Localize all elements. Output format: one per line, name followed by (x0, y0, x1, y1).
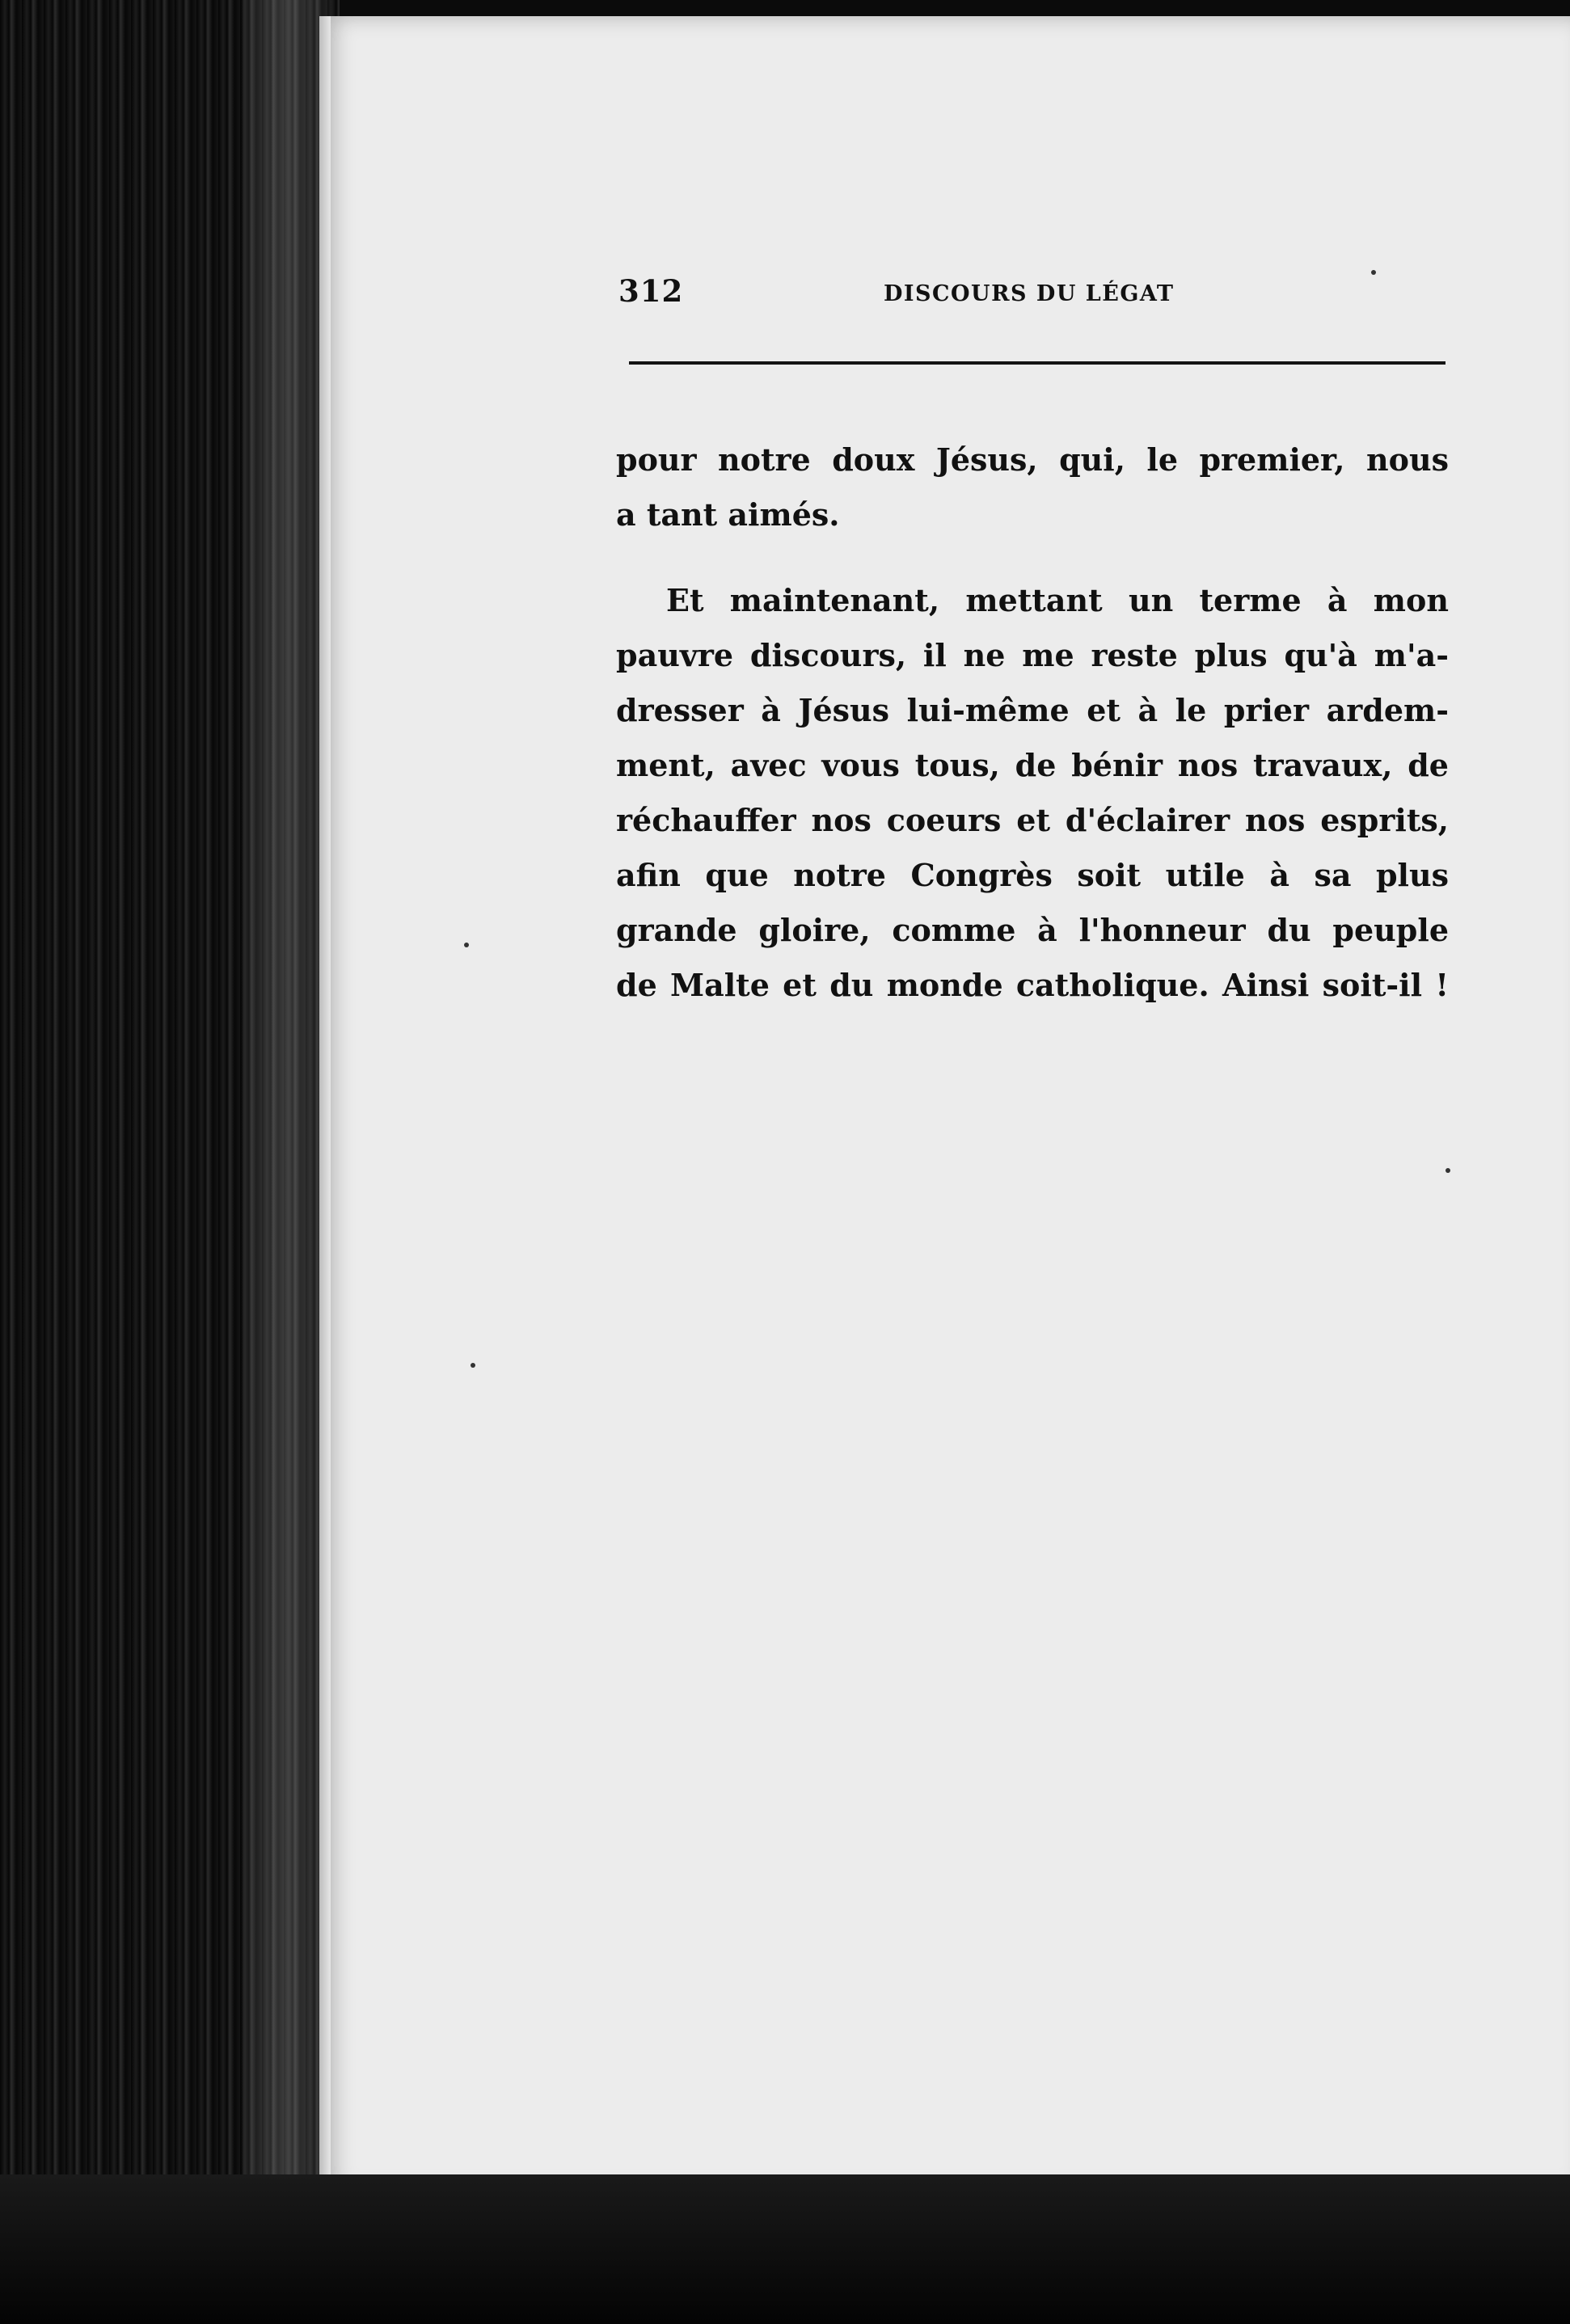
text-line: Et maintenant, mettant un terme à mon (666, 582, 1449, 618)
scan-speck (1371, 270, 1376, 275)
book-spine-highlight (243, 0, 331, 2324)
page-header (618, 273, 1451, 322)
text-line: grande gloire, comme à l'honneur du peuple (616, 912, 1449, 948)
text-line: pauvre discours, il ne me reste plus qu'à m'a- (616, 637, 1449, 673)
scan-speck (471, 1363, 475, 1368)
scan-speck (464, 943, 469, 947)
text-line: ment, avec vous tous, de bénir nos travaux, de (616, 747, 1449, 783)
header-rule (629, 361, 1445, 365)
paragraph-1 (616, 432, 1449, 542)
text-line: dresser à Jésus lui-même et à le prier ardem- (616, 692, 1449, 728)
text-line: a tant aimés. (616, 496, 840, 533)
scan-speck (1445, 1168, 1450, 1173)
text-line: afin que notre Congrès soit utile à sa plus (616, 857, 1449, 893)
text-line: pour notre doux Jésus, qui, le premier, nous (616, 441, 1449, 478)
book-bottom-edge (0, 2174, 1570, 2324)
text-line: réchauffer nos coeurs et d'éclairer nos esprits, (616, 802, 1449, 838)
running-title: DISCOURS DU LÉGAT (884, 281, 1175, 306)
page-number: 312 (618, 273, 684, 309)
page-gutter-edge (319, 16, 331, 2191)
paragraph-2 (616, 573, 1449, 1013)
body-text (616, 432, 1449, 1013)
book-page (319, 16, 1570, 2191)
text-line: de Malte et du monde catholique. Ainsi soit-il ! (616, 967, 1449, 1003)
paragraph-gap (616, 542, 1449, 573)
